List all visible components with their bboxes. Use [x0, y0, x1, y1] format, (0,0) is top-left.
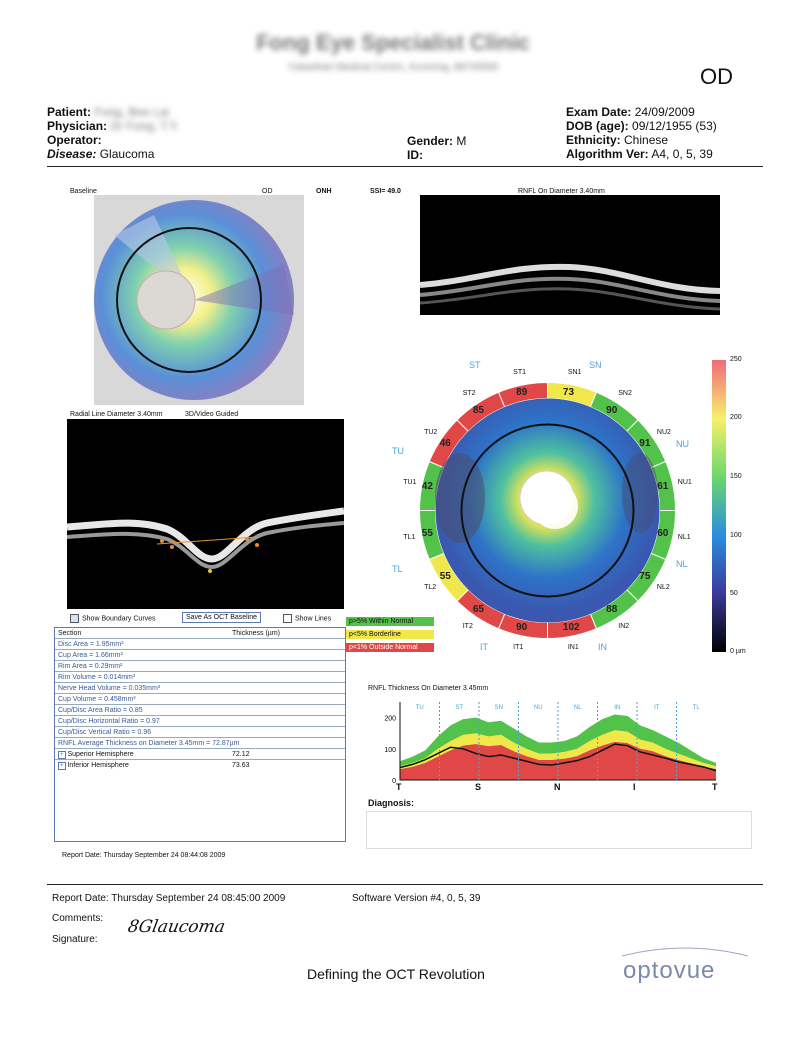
scale-tick: 200 — [730, 414, 742, 421]
tagline: Defining the OCT Revolution — [307, 966, 485, 982]
header-divider — [47, 166, 763, 167]
algorithm-value: A4, 0, 5, 39 — [651, 147, 713, 161]
x-tick-label: T — [712, 782, 718, 792]
sector-label-tu2: TU2 — [424, 428, 438, 436]
x-tick-label: I — [633, 782, 636, 792]
gender-value: M — [456, 134, 467, 148]
sector-axis-label: NL — [573, 705, 582, 711]
sector-axis-label: TL — [692, 705, 700, 711]
measurement-row: Disc Area = 1.95mm² — [55, 639, 345, 650]
sector-value-in1: 102 — [562, 622, 580, 634]
scale-tick: 50 — [730, 590, 738, 597]
sector-label-tl1: TL1 — [403, 533, 416, 541]
sector-value-nl1: 60 — [657, 527, 669, 539]
sector-value-tl2: 55 — [439, 571, 451, 583]
show-lines-checkbox[interactable] — [283, 614, 331, 623]
y-tick-label: 0 — [392, 778, 396, 785]
patient-info-right — [566, 105, 717, 161]
fundus-onh-label: ONH — [316, 188, 332, 195]
color-scale-bar — [712, 360, 726, 652]
x-tick-label: N — [554, 782, 561, 792]
measurement-row: RNFL Average Thickness on Diameter 3.45mm = 72.87µm — [55, 738, 345, 749]
sector-label-nl2: NL2 — [656, 584, 670, 592]
sector-value-sn1: 73 — [562, 386, 575, 398]
quadrant-label-sn: SN — [589, 360, 602, 370]
col-section: Section — [55, 628, 229, 639]
oct-bscan-image — [420, 195, 720, 315]
sector-value-it2: 65 — [472, 604, 484, 616]
physician-label: Physician: — [47, 119, 108, 133]
gender-label: Gender: — [407, 134, 454, 148]
superior-label: Superior Hemisphere — [67, 750, 134, 758]
sector-axis-label: IN — [614, 705, 621, 711]
sector-label-it2: IT2 — [462, 622, 473, 630]
sector-label-tu1: TU1 — [403, 479, 417, 487]
superior-hemisphere-row[interactable] — [55, 749, 229, 760]
sector-label-sn1: SN1 — [567, 369, 582, 377]
signature-label: Signature: — [52, 934, 98, 945]
sector-value-nl2: 75 — [639, 571, 651, 583]
expand-icon[interactable]: + — [60, 751, 64, 758]
sector-label-st2: ST2 — [462, 390, 476, 398]
physician-value: Dr Fong, T.Y. — [110, 119, 180, 133]
patient-info-middle — [407, 134, 466, 162]
algorithm-label: Algorithm Ver: — [566, 147, 649, 161]
disease-value: Glaucoma — [99, 147, 155, 161]
patient-label: Patient: — [47, 105, 92, 119]
diagnosis-label: Diagnosis: — [368, 798, 415, 808]
scale-tick: 250 — [730, 356, 742, 363]
save-baseline-button[interactable]: Save As OCT Baseline — [182, 612, 261, 623]
sector-value-nu1: 61 — [657, 481, 669, 493]
fundus-od-label: OD — [262, 188, 273, 195]
measurement-table — [54, 627, 346, 842]
x-tick-label: T — [396, 782, 402, 792]
optovue-logo: optovue — [623, 957, 716, 984]
eye-indicator: OD — [700, 64, 733, 89]
sector-label-tl2: TL2 — [424, 584, 437, 592]
exam-date-label: Exam Date: — [566, 105, 632, 119]
quadrant-label-nu: NU — [676, 439, 689, 449]
scale-tick: 150 — [730, 473, 742, 480]
show-boundary-label: Show Boundary Curves — [82, 615, 156, 623]
x-tick-label: S — [475, 782, 482, 792]
footer-software-version: Software Version #4, 0, 5, 39 — [352, 893, 481, 904]
clinic-address: Yukasihari Medical Centre, Kunming, 88745555 — [287, 62, 499, 73]
chart-title: RNFL Thickness On Diameter 3.45mm — [368, 685, 489, 692]
sector-axis-label: IT — [654, 705, 660, 711]
report-date-small: Report Date: Thursday September 24 08:44:08 2009 — [62, 852, 226, 859]
sector-value-it1: 90 — [516, 622, 528, 634]
ssi-label: SSI= 49.0 — [370, 188, 401, 195]
sector-label-nu1: NU1 — [677, 479, 692, 487]
show-boundary-checkbox[interactable] — [70, 614, 156, 623]
patient-info-left — [47, 105, 307, 161]
inferior-label: Inferior Hemisphere — [67, 761, 129, 769]
legend-borderline: p<5% Borderline — [346, 630, 434, 639]
radial-subtitle: 3D/Video Guided — [185, 411, 239, 418]
tsnit-chart — [360, 696, 740, 796]
inferior-hemisphere-row[interactable] — [55, 760, 229, 771]
col-thickness: Thickness (µm) — [229, 628, 345, 639]
check-icon — [70, 614, 79, 623]
sector-label-nu2: NU2 — [656, 428, 671, 436]
sector-axis-label: NU — [533, 705, 543, 711]
sector-value-tl1: 55 — [421, 527, 433, 539]
oct-title: RNFL On Diameter 3.40mm — [518, 188, 605, 195]
sector-value-st2: 85 — [472, 404, 484, 416]
radial-line-image — [67, 419, 344, 609]
sector-axis-label: ST — [455, 705, 464, 711]
inferior-value: 73.63 — [232, 761, 250, 769]
clinic-name: Fong Eye Specialist Clinic — [256, 30, 530, 55]
sector-value-st1: 89 — [516, 386, 528, 398]
sector-label-st1: ST1 — [513, 369, 527, 377]
sector-axis-label: TU — [415, 705, 424, 711]
show-lines-label: Show Lines — [295, 615, 332, 623]
measurement-row: Cup Volume = 0.458mm³ — [55, 694, 345, 705]
footer-divider — [47, 884, 763, 885]
operator-label: Operator: — [47, 133, 102, 147]
sector-value-nu2: 91 — [639, 437, 651, 449]
measurement-row: Cup Area = 1.66mm² — [55, 650, 345, 661]
diagnosis-box[interactable] — [366, 811, 752, 849]
dob-label: DOB (age): — [566, 119, 629, 133]
legend-normal: p>5% Within Normal — [346, 617, 434, 626]
disease-label: Disease: — [47, 147, 97, 161]
sector-value-tu2: 46 — [439, 437, 451, 449]
y-tick-label: 200 — [384, 715, 396, 723]
quadrant-label-in: IN — [598, 642, 607, 652]
ethnicity-label: Ethnicity: — [566, 133, 621, 147]
scale-tick: 0 µm — [730, 648, 746, 655]
sector-label-in1: IN1 — [567, 643, 579, 651]
quadrant-label-tu: TU — [392, 446, 404, 456]
quadrant-label-st: ST — [469, 360, 481, 370]
sector-axis-label: SN — [494, 705, 503, 711]
sector-value-sn2: 90 — [606, 404, 618, 416]
y-tick-label: 100 — [384, 746, 396, 754]
measurement-row: Nerve Head Volume = 0.035mm³ — [55, 683, 345, 694]
signature-handwriting: 8Glaucoma — [126, 917, 227, 937]
fundus-baseline-label: Baseline — [70, 188, 97, 195]
quadrant-label-nl: NL — [676, 559, 688, 569]
measurement-row: Rim Area = 0.29mm² — [55, 661, 345, 672]
sector-label-in2: IN2 — [618, 622, 630, 630]
dob-value: 09/12/1955 (53) — [632, 119, 717, 133]
expand-icon[interactable]: + — [60, 762, 64, 769]
sector-label-it1: IT1 — [513, 643, 524, 651]
measurement-row: Cup/Disc Vertical Ratio = 0.96 — [55, 727, 345, 738]
legend-outside: p<1% Outside Normal — [346, 643, 434, 652]
fundus-image — [94, 195, 304, 405]
measurement-row: Cup/Disc Area Ratio = 0.85 — [55, 705, 345, 716]
quadrant-label-it: IT — [480, 642, 488, 652]
measurement-row: Cup/Disc Horizontal Ratio = 0.97 — [55, 716, 345, 727]
comments-label: Comments: — [52, 913, 104, 924]
quadrant-label-tl: TL — [392, 564, 403, 574]
patient-value: Fong, Bee Lai — [94, 105, 170, 119]
sector-value-tu1: 42 — [421, 481, 433, 493]
superior-value: 72.12 — [229, 749, 345, 760]
sector-value-in2: 88 — [606, 604, 618, 616]
footer-report-date: Report Date: Thursday September 24 08:45:00 2009 — [52, 893, 286, 904]
sector-label-sn2: SN2 — [618, 390, 632, 398]
radial-title: Radial Line Diameter 3.40mm — [70, 411, 163, 418]
rnfl-thickness-map — [415, 378, 680, 643]
checkbox-icon — [283, 614, 292, 623]
measurement-row: Rim Volume = 0.014mm³ — [55, 672, 345, 683]
ethnicity-value: Chinese — [624, 133, 669, 147]
scale-tick: 100 — [730, 532, 742, 539]
optovue-logo-arc — [620, 944, 750, 958]
exam-date-value: 24/09/2009 — [634, 105, 695, 119]
id-label: ID: — [407, 148, 423, 162]
sector-label-nl1: NL1 — [677, 533, 691, 541]
